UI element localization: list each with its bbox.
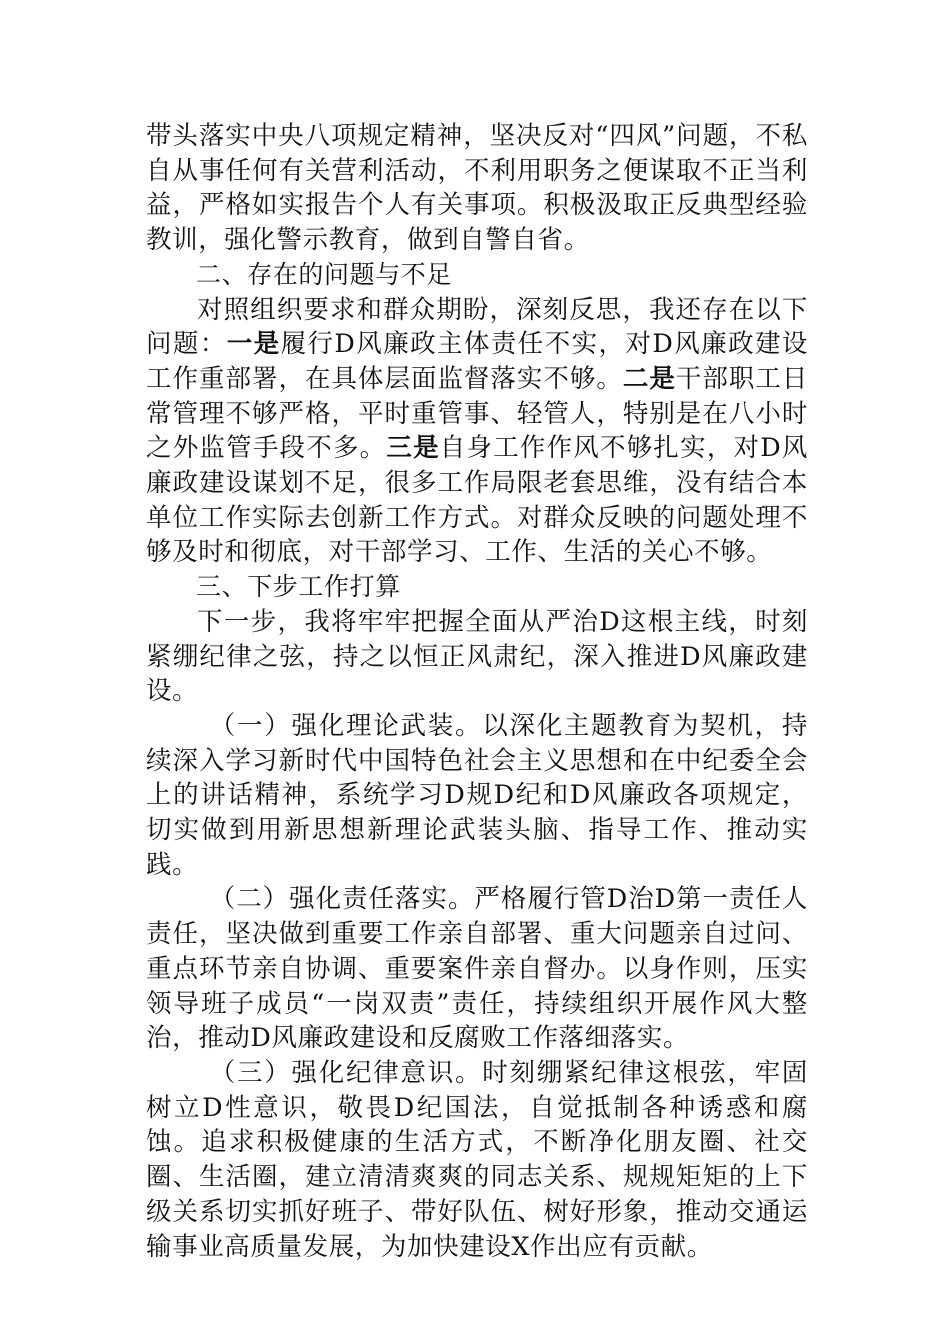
problems-intro: 对照组织要求和群众期盼，深刻反思，我还存在以下问题： bbox=[146, 294, 808, 360]
paragraph-problems bbox=[146, 293, 808, 571]
document-body bbox=[146, 119, 808, 1264]
paragraph-discipline-awareness: （三）强化纪律意识。时刻绷紧纪律这根弦，牢固树立D性意识，敬畏D纪国法，自觉抵制各种诱惑和腐蚀。追求积极健康的生活方式，不断净化朋友圈、社交圈、生活圈，建立清清爽爽的同志关系、规规矩矩的上下级关系切实抓好班子、带好队伍、树好形象，推动交通运输事业高质量发展，为加快建设X作出应有贡献。 bbox=[146, 1057, 808, 1262]
section-heading-plans: 三、下步工作打算 bbox=[196, 572, 401, 602]
paragraph-theory: （一）强化理论武装。以深化主题教育为契机，持续深入学习新时代中国特色社会主义思想和在中纪委全会上的讲话精神，系统学习D规D纪和D风廉政各项规定，切实做到用新思想新理论武装头脑、指导工作、推动实践。 bbox=[146, 710, 808, 880]
section-heading-problems: 二、存在的问题与不足 bbox=[196, 259, 453, 289]
problem-text-3: 自身工作作风不够扎实，对D风廉政建设谋划不足，很多工作局限老套思维，没有结合本单位工作实际去创新工作方式。对群众反映的问题处理不够及时和彻底，对干部学习、工作、生活的关心不够。 bbox=[146, 433, 808, 568]
problem-label-1: 一是 bbox=[226, 329, 281, 360]
paragraph-responsibility: （二）强化责任落实。严格履行管D治D第一责任人责任，坚决做到重要工作亲自部署、重大问题亲自过问、重点环节亲自协调、重要案件亲自督办。以身作则，压实领导班子成员“一岗双责”责任，持续组织开展作风大整治，推动D风廉政建设和反腐败工作落细落实。 bbox=[146, 884, 808, 1054]
paragraph-next-steps: 下一步，我将牢牢把握全面从严治D这根主线，时刻紧绷纪律之弦，持之以恒正风肃纪，深入推进D风廉政建设。 bbox=[146, 606, 808, 707]
problem-label-2: 二是 bbox=[622, 363, 676, 394]
problem-text-1: 履行D风廉政主体责任不实，对D风廉政建设工作重部署，在具体层面监督落实不够。 bbox=[146, 329, 808, 394]
problem-label-3: 三是 bbox=[386, 433, 440, 464]
paragraph-discipline: 带头落实中央八项规定精神，坚决反对“四风”问题，不私自从事任何有关营利活动，不利用职务之便谋取不正当利益，严格如实报告个人有关事项。积极汲取正反典型经验教训，强化警示教育，做到自警自省。 bbox=[146, 121, 808, 256]
problem-text-2: 干部职工日常管理不够严格，平时重管事、轻管人，特别是在八小时之外监管手段不多。 bbox=[146, 363, 808, 464]
